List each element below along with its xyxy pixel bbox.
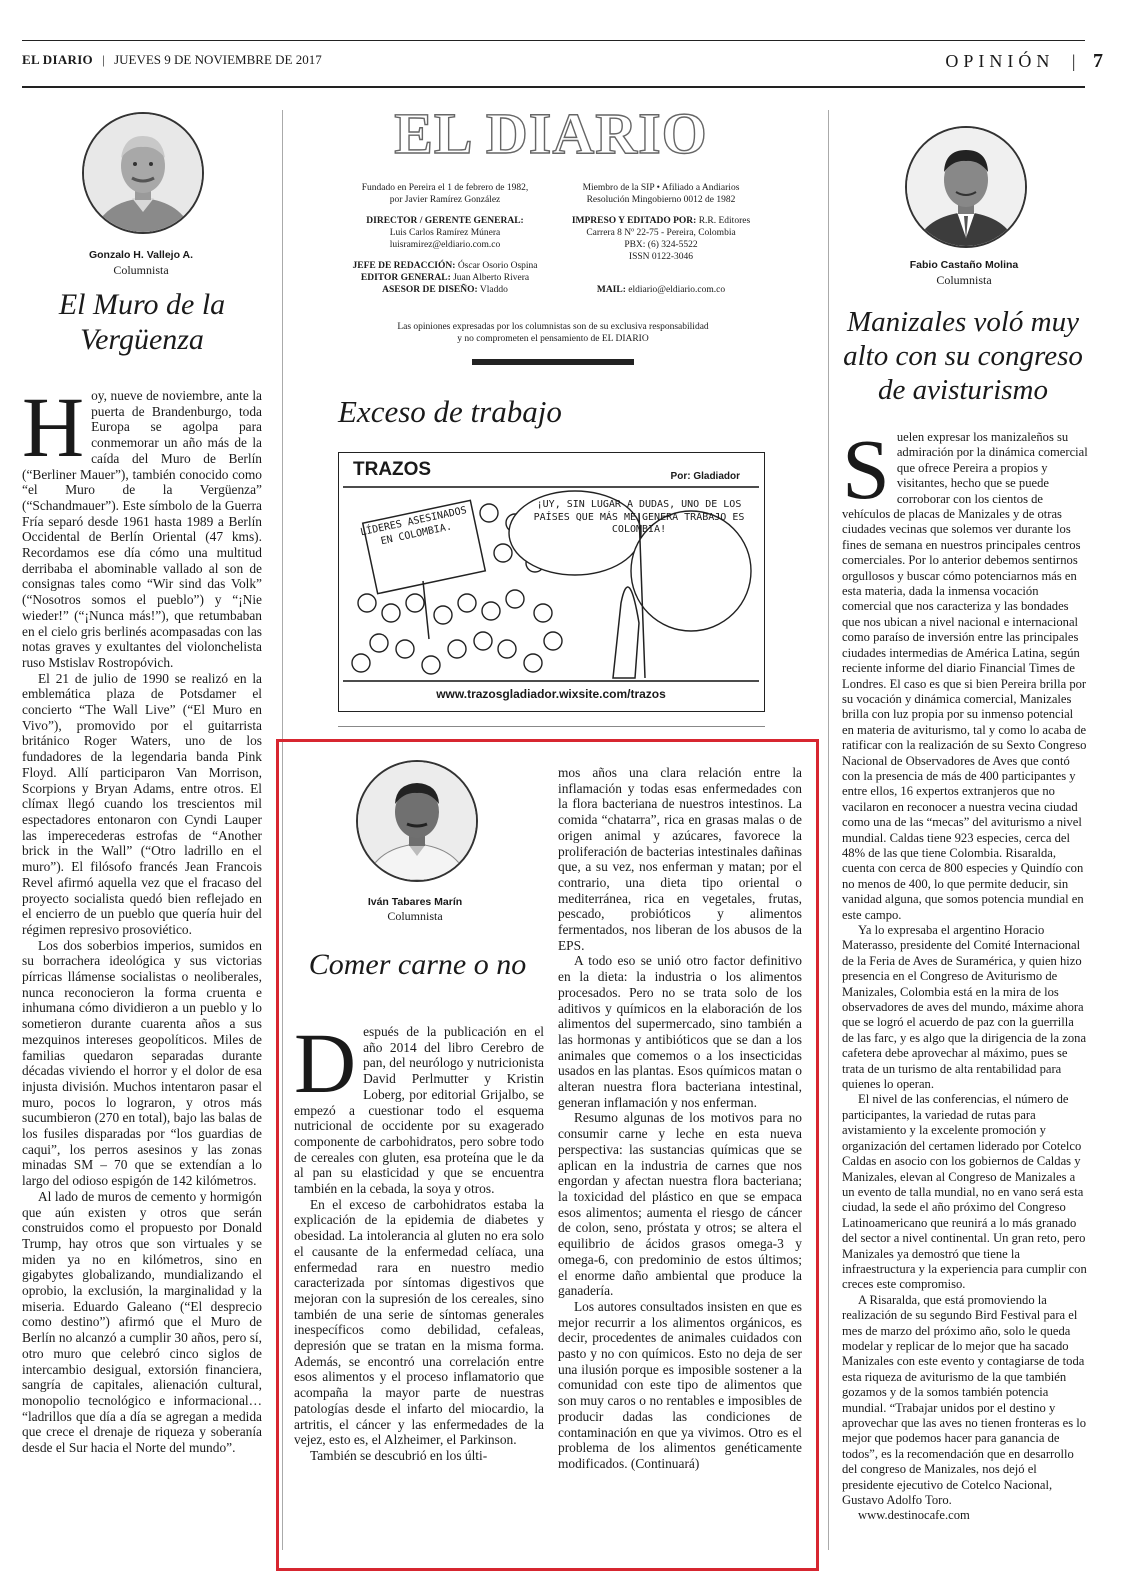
paragraph: En el exceso de carbohidratos estaba la explicación de la epidemia de diabetes y obesidad. La intolerancia al gluten no era solo el causante de la enfermedad celíaca, una enfermedad rara en nuestro medio caracterizada por síntomas digestivos que mejoran con la supresión de los cereales, sino también de una serie de síntomas generales inespecíficos como debilidad, cefaleas, depresión que se tratan en la misma forma. Además, se encontró una correlación entre esos alimentos y el proceso inflamatorio que acompaña la mayor parte de nuestras patologías desde el infarto del miocardio, la artritis, el cáncer y las enfermedades de la vejez, esto es, el Alzheimer, el Parkinson. bbox=[294, 1196, 544, 1448]
page-header-left: EL DIARIO | JUEVES 9 DE NOVIEMBRE DE 2017 bbox=[22, 52, 322, 67]
article-body-right bbox=[842, 421, 1088, 1524]
paragraph: Ya lo expresaba el argentino Horacio Materasso, presidente del Comité Internacional de la Feria de Aves de Suramérica, y quien hizo presencia en el Congreso de Aviturismo de Manizales, Colombia está en la mira de los observadores de aves del mundo, máxime ahora que se logró el acuerdo de paz con la guerrilla de las farc, y es algo que la dirigencia de la zona cafetera debe aprovechar al máximo, pues se trata de un turismo de alta rentabilidad para quienes lo operan. bbox=[842, 923, 1087, 1092]
drop-cap: D bbox=[294, 1015, 357, 1111]
cartoon-sign-text: LÍDERES ASESINADOS EN COLOMBIA. bbox=[359, 504, 468, 548]
paragraph: Al lado de muros de cemento y hormigón que aún existen y otros que serán construidos como el propuesto por Donald Trump, hay otros que son virtuales y se miden ya no en kilómetros, sino en gigabytes globalizando, mundializando el oprobio, la exclusión, la marginalidad y la miseria. Eduardo Galeano (“El desprecio como destino”) afirmó que el Muro de Berlín no alcanzó a cumplir 30 años, pero sí, otro muro que celebró cinco siglos de intercambio desigual, extorsión financiera, sangría de capitales, alienación cultural, monopolio tecnológico e informacional… “ladrillos que día a día se agregan a medida que crece el drenaje de riqueza y soberanía desde el Sur hacia el Norte del mundo”. bbox=[22, 1188, 262, 1456]
website-link[interactable]: www.destinocafe.com bbox=[858, 1508, 970, 1523]
cartoon-speech: ¡UY, SIN LUGAR A DUDAS, UNO DE LOS PAÍSES QUE MÁS ME GENERA TRABAJO ES COLOMBIA! bbox=[533, 499, 745, 535]
cartoon-image bbox=[338, 452, 765, 712]
paragraph: Resumo algunas de los motivos para no consumir carne y leche en esta nueva perspectiva: las sustancias químicas que se aplican en la industria de carnes que nos engordan y afectan nuestra flora bacteriana; la toxicidad del plástico en que se empaca esos alimentos; aumenta el riesgo de cáncer de colon, seno, próstata y otros; se altera el equilibrio de ácidos grasos omega-3 y omega-6, con predominio de estos últimos; el enorme daño ambiental que produce la ganadería. bbox=[558, 1110, 802, 1299]
drop-cap: S bbox=[842, 421, 890, 517]
author-name-center: Iván Tabares Marín bbox=[367, 896, 463, 908]
masthead-right-info: Miembro de la SIP • Afiliado a Andiarios Resolución Mingobierno 0012 de 1982 IMPRESO Y EDITADO POR: R.R. Editores Carrera 8 Nº 22-75 - Pereira, Colombia PBX: (6) 324-5522 ISSN 0122-3046 MAIL: eldiario@eldiario.com.co bbox=[571, 183, 751, 295]
article-title-right: Manizales voló muy alto con su congreso de avisturismo bbox=[843, 306, 1083, 406]
paragraph: Hoy, nueve de noviembre, ante la puerta de Brandenburgo, toda Europa se agolpa para conmemorar un año más de la caída del Muro de Berlín (“Berliner Mauer”), también conocido como “el Muro de la Vergüenza” (“Schandmauer”). Este símbolo de la Guerra Fría separó desde 1961 hasta 1989 a Berlín Occidental de Berlín Oriental (47 kms). Recordamos ese día cómo una multitud derribaba el abominable vallado al son de consignas tales como “Wir sind das Volk” (“Nosotros somos el pueblo”) y “¡Nie wieder!” (“¡Nunca más!”), que retumbaban en el cielo gris berlinés acompasadas con las notas graves y exultantes del violonchelista ruso Mstislav Rostropóvich. bbox=[22, 379, 262, 670]
masthead-logo: EL DIARIO bbox=[394, 101, 708, 166]
paragraph: También se descubrió en los últi- bbox=[310, 1447, 488, 1463]
article-title-left: El Muro de la Vergüenza bbox=[58, 288, 226, 357]
cartoon-rule bbox=[338, 726, 765, 727]
article-body-center-col2 bbox=[558, 765, 802, 1472]
author-name-right: Fabio Castaño Molina bbox=[909, 259, 1019, 271]
article-body-left bbox=[22, 379, 262, 1456]
paragraph: El nivel de las conferencias, el número de participantes, la variedad de rutas para avistamiento y la excelente promoción y organización del certamen liderado por Cotelco Caldas en asocio con los gobiernos de Caldas y Manizales, elevan al Congreso de Manizales a un evento de talla mundial, no en vano será esta ciudad, la sede el año próximo del Congreso Latinoamericano que reunirá a lo más granado del sector a nivel continental. Un gran reto, pero Manizales ya demostró que tiene la infraestructura y la experiencia para cumplir con creces este compromiso. bbox=[842, 1092, 1087, 1292]
page-number: 7 bbox=[1093, 50, 1103, 72]
paragraph: Después de la publicación en el año 2014 del libro Cerebro de pan, del neurólogo y nutricionista David Perlmutter y Kristin Loberg, por editorial Grijalbo, se empezó a cuestionar todo el esquema nutricional de occidente por su exagerado componente de carbohidratos, pero sobre todo de cereales con gluten, esa proteína que le da al pan su elasticidad y que se encuentra también en la cebada, la soya y otros. bbox=[294, 1015, 544, 1197]
author-role-left: Columnista bbox=[113, 263, 169, 277]
paragraph: Los autores consultados insisten en que es mejor recurrir a los alimentos orgánicos, es decir, procedentes de animales cuidados con pasto y no con químicos. Esto no deja de ser una ilusión porque es imposible sostener a la comunidad con este tipo de alimentos que son muy caros o no rentables e imposibles de producir dadas las condiciones de contaminación en que ya vivimos. Otro es el problema de los alimentos genéticamente modificados. (Continuará) bbox=[558, 1298, 802, 1471]
article-title-center: Comer carne o no bbox=[308, 948, 527, 981]
section-name: OPINIÓN bbox=[945, 51, 1055, 71]
article-body-center-col1 bbox=[294, 1015, 544, 1464]
column-divider bbox=[828, 110, 829, 1550]
cartoon-byline: Por: Gladiador bbox=[670, 471, 740, 482]
paper-name: EL DIARIO bbox=[22, 52, 93, 67]
paragraph: Los dos soberbios imperios, sumidos en su borrachera ideológica y sus victorias pírricas llámense socialistas o neoliberales, nunca reconocieron la forma cruenta e inhumana cómo dividieron a un pueblo y lo sometieron durante cuarenta años a sus mezquinos intereses geopolíticos. Miles de familias quedaron separadas durante décadas viviendo el horror y el dolor de esa injusta división. Muchos intentaron pasar el muro, pocos lo lograron, y otros más sucumbieron (270 en total), bajo las balas de los fusiles disparadas por “los guardias de caqui”, los perros asesinos y las zonas minadas SM – 70 que se extendían a lo largo del odioso espigón de 142 kilómetros. bbox=[22, 937, 262, 1189]
header-rule bbox=[22, 86, 1085, 88]
paragraph: A todo eso se unió otro factor definitivo en la dieta: la industria o los alimentos procesados. Pero no se trata solo de los aditivos y químicos en la elaboración de los alimentos del supermercado, sino también a las hormonas y antibióticos que se dan a los animales que comemos o a los insecticidas usados en las plantas. Esos químicos matan o alteran nuestra flora bacteriana intestinal, generan inflamación y nos enferman. bbox=[558, 953, 802, 1110]
page-header-right: OPINIÓN | 7 bbox=[945, 50, 1103, 72]
paragraph: El 21 de julio de 1990 se realizó en la emblemática plaza de Potsdamer el concierto “The Wall Live” (“El Muro en Vivo”), promovido por el guitarrista británico Roger Waters, uno de los fundadores de la legendaria banda Pink Floyd. Allí participaron Van Morrison, Scorpions y Bryan Adams, entre otros. El clímax llegó cuando los trescientos mil espectadores entonaron con Cyndi Lauper las imperecederas estrofas de “Another brick in the Wall” (“Otro ladrillo en el muro”). El filósofo francés Jean Francois Revel afirmó aquella vez que el fracaso del proyecto socialista quedó bien reflejado en el encierro de un pueblo que quería huir del régimen represivo prosoviético. bbox=[22, 670, 262, 937]
author-photo-castano bbox=[905, 126, 1027, 248]
cartoon-strip-name: TRAZOS bbox=[353, 459, 432, 480]
issue-date: JUEVES 9 DE NOVIEMBRE DE 2017 bbox=[114, 52, 322, 67]
masthead-left-info: Fundado en Pereira el 1 de febrero de 1982, por Javier Ramírez González DIRECTOR / GERENTE GENERAL: Luis Carlos Ramírez Múnera luisramirez@eldiario.com.co JEFE DE REDACCIÓN: Óscar Osorio Ospina EDITOR GENERAL: Juan Alberto Rivera ASESOR DE DISEÑO: Vladdo bbox=[352, 183, 538, 295]
masthead-bar bbox=[472, 359, 634, 365]
paragraph: Suelen expresar los manizaleños su admiración por la dinámica comercial que ofrece Pereira a propios y visitantes, hecho que se puede corroborar con los cientos de vehículos de placas de Manizales y de otras ciudades vecinas que solemos ver durante los fines de semana en nuestros principales centros comerciales. Por lo anterior debemos sentirnos orgullosos y buscar cómo potenciarnos más en esta materia, dada la inmensa vocación comercial que nos caracteriza y las bondades que nos ubican a nivel nacional e internacional como paraíso de inversión entre las principales ciudades intermedias de América Latina, según reciente informe del diario Financial Times de Londres. El caso es que si bien Pereira brilla por su vocación y dinámica comercial, Manizales brilla con luz propia por su inmenso potencial en materia de aviturismo, tal y como lo acaba de ratificar con la realización de su Sexto Congreso Nacional de Observadores de Aves que contó con la presencia de más de 400 participantes y entre ellos, 16 expertos extranjeros que no vacilaron en reconocer a nuestra vecina ciudad como una de las “mecas” del aviturismo a nivel mundial. Caldas tiene 923 especies, cerca del 48% de las que tiene Colombia. Risaralda, cuenta con cerca de 800 especies y Quindío con no menos de 400, lo que permite deducir, sin vanidad alguna, que somos potencia mundial en este campo. bbox=[842, 421, 1088, 922]
cartoon-url: www.trazosgladiador.wixsite.com/trazos bbox=[436, 687, 666, 701]
author-role-center: Columnista bbox=[387, 909, 443, 923]
paragraph: mos años una clara relación entre la inflamación y todas esas enfermedades con la flora bacteriana de nuestros intestinos. La comida “chatarra”, rica en grasas malas o de origen animal y azúcares, favorece la proliferación de bacterias intestinales dañinas que, a su vez, nos enferman y matan; por el contrario, una dieta tipo oriental o mediterránea, rica en vegetales, frutas, pescado, probióticos y alimentos fermentados, nos liberan de los abusos de la EPS. bbox=[558, 765, 802, 953]
paragraph: A Risaralda, que está promoviendo la realización de su segundo Bird Festival para el mes de marzo del próximo año, solo le queda modelar y replicar de lo mejor que ha sacado Manizales con este evento y contagiarse de toda esta riqueza de aviturismo de la que también gozamos y de la somos también potencia mundial. “Trabajar unidos por el destino y aprovechar que las aves no tienen fronteras es lo mejor que podemos hacer para ganancia de todos”, es la recomendación que en desarrollo del congreso de Manizales, nos dejó el presidente ejecutivo de Cotelco Nacional, Gustavo Adolfo Toro. bbox=[842, 1292, 1087, 1508]
drop-cap: H bbox=[22, 379, 85, 475]
author-role-right: Columnista bbox=[936, 273, 992, 287]
author-name-left: Gonzalo H. Vallejo A. bbox=[88, 249, 194, 261]
masthead-disclaimer: Las opiniones expresadas por los columnistas son de su exclusiva responsabilidad y no comprometen el pensamiento de EL DIARIO bbox=[397, 322, 709, 344]
cartoon-title: Exceso de trabajo bbox=[338, 394, 562, 429]
author-photo-vallejo bbox=[82, 112, 204, 234]
top-rule bbox=[22, 40, 1085, 41]
author-photo-tabares bbox=[356, 760, 478, 882]
